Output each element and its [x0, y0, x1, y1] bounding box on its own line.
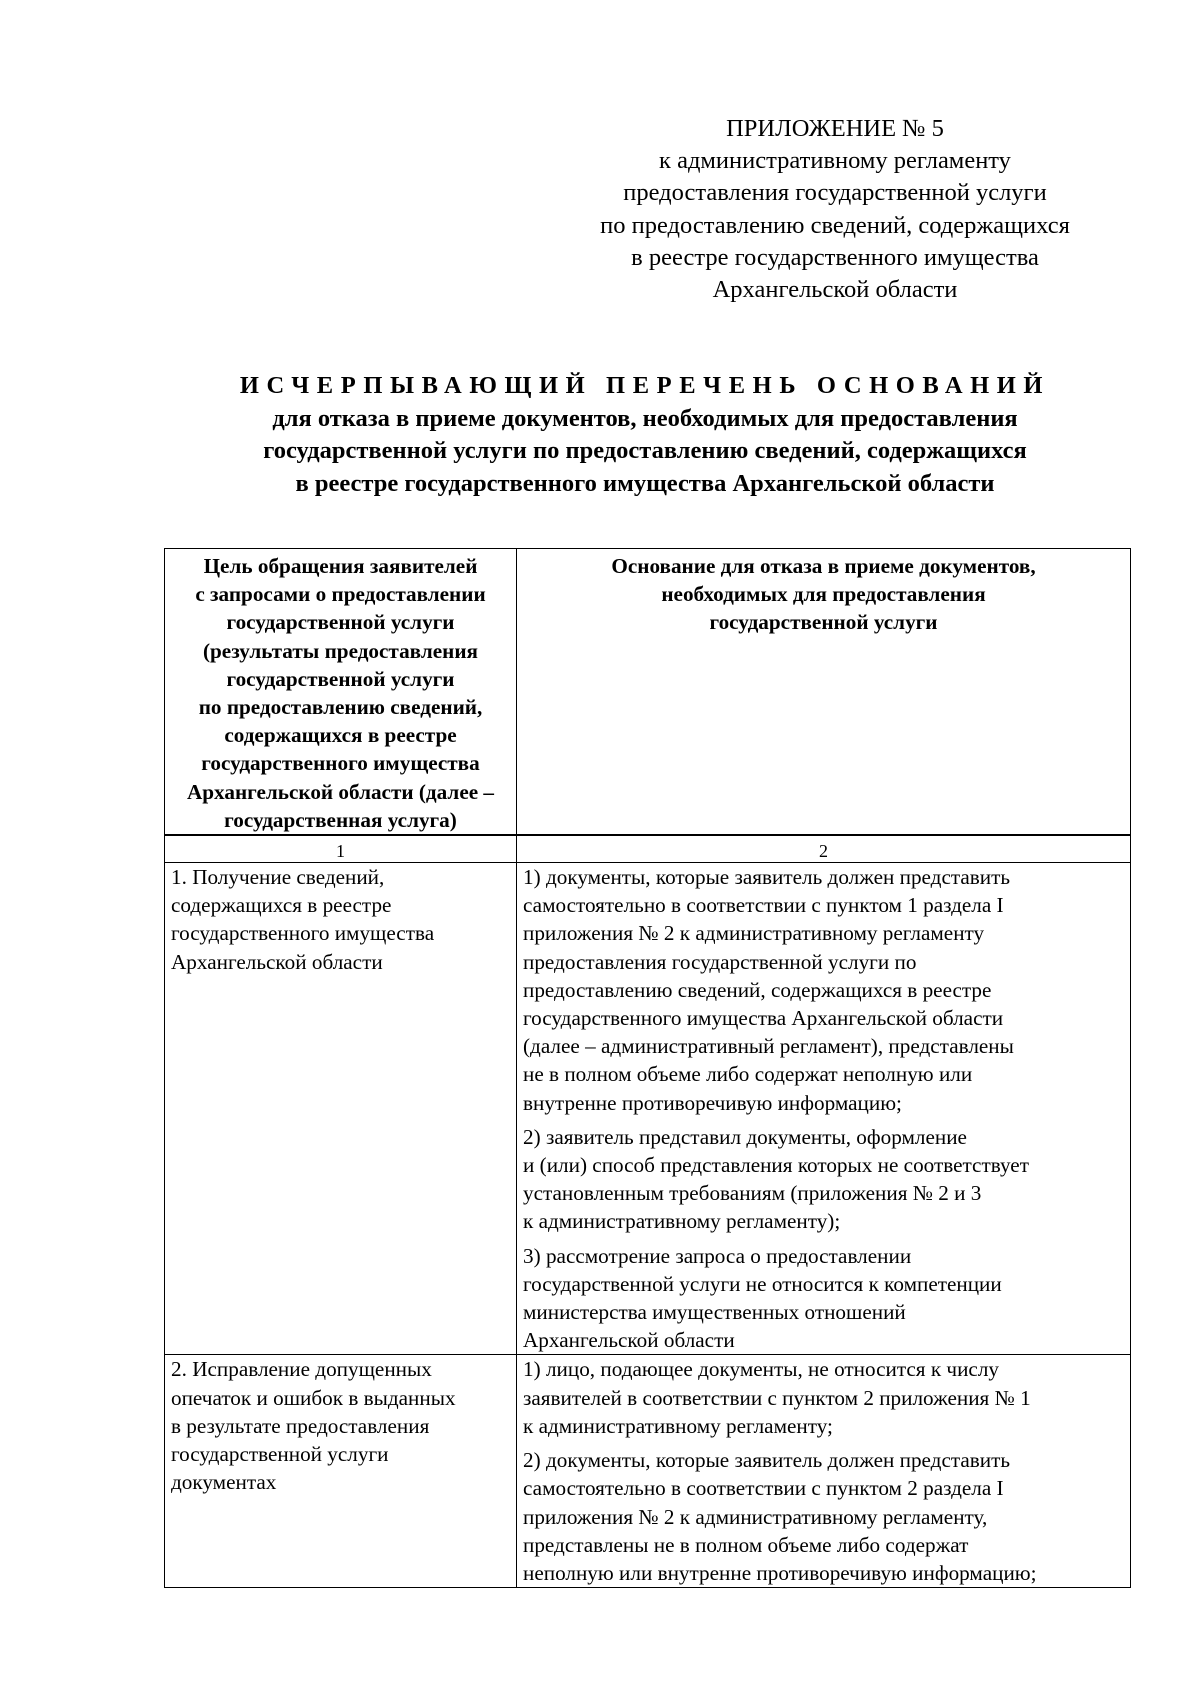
- cell-line: 1) лицо, подающее документы, не относится к числу: [523, 1357, 999, 1382]
- cell-line: документах: [171, 1470, 277, 1495]
- cell-line: 2. Исправление допущенных: [171, 1357, 432, 1382]
- cell-line: государственного имущества Архангельской области: [523, 1006, 1004, 1031]
- header-grounds-cell: [517, 549, 1131, 835]
- title-line: в реестре государственного имущества Архангельской области: [295, 469, 995, 497]
- cell-line: внутренне противоречивую информацию;: [523, 1090, 902, 1115]
- header-line: государственной услуги: [709, 610, 938, 635]
- header-line: по предоставлению сведений,: [198, 695, 483, 720]
- grounds-item: [523, 1446, 1124, 1587]
- appendix-line: ПРИЛОЖЕНИЕ № 5: [726, 115, 944, 142]
- purpose-cell: [165, 1355, 517, 1588]
- appendix-line: по предоставлению сведений, содержащихся: [600, 211, 1070, 239]
- grounds-cell: [517, 863, 1131, 1355]
- cell-line: приложения № 2 к административному регламенту: [523, 921, 985, 946]
- grounds-item: [523, 1355, 1124, 1440]
- cell-line: предоставлению сведений, содержащихся в реестре: [523, 977, 992, 1002]
- cell-line: государственного имущества: [171, 921, 435, 946]
- appendix-block: [555, 113, 1115, 306]
- cell-line: представлены не в полном объеме либо содержат: [523, 1532, 969, 1557]
- header-line: Основание для отказа в приеме документов,: [611, 554, 1036, 578]
- cell-line: неполную или внутренне противоречивую информацию;: [523, 1560, 1037, 1585]
- header-line: Цель обращения заявителей: [203, 554, 478, 578]
- cell-line: установленным требованиям (приложения № 2 и 3: [523, 1181, 982, 1206]
- header-line: государственной услуги: [226, 666, 455, 691]
- table-row: [165, 1355, 1131, 1588]
- appendix-line: Архангельской области: [712, 276, 958, 304]
- cell-line: и (или) способ представления которых не соответствует: [523, 1153, 1029, 1178]
- title-line: для отказа в приеме документов, необходимых для предоставления: [272, 404, 1018, 432]
- column-number-row: [165, 836, 1131, 863]
- cell-line: к административному регламенту);: [523, 1209, 841, 1234]
- header-line: государственной услуги: [226, 610, 455, 635]
- appendix-line: к административному регламенту: [659, 147, 1011, 175]
- header-line: необходимых для предоставления: [661, 582, 986, 607]
- cell-line: самостоятельно в соответствии с пунктом 1 раздела I: [523, 893, 1004, 918]
- cell-line: 2) документы, которые заявитель должен представить: [523, 1448, 1011, 1473]
- document-title: [110, 370, 1180, 500]
- grounds-item: [523, 1242, 1124, 1355]
- cell-line: опечаток и ошибок в выданных: [171, 1385, 456, 1410]
- cell-line: государственной услуги не относится к компетенции: [523, 1271, 1002, 1296]
- grounds-cell: [517, 1355, 1131, 1588]
- cell-line: государственной услуги: [171, 1442, 389, 1467]
- cell-line: приложения № 2 к административному регламенту,: [523, 1504, 988, 1529]
- cell-line: Архангельской области: [523, 1328, 735, 1353]
- appendix-line: в реестре государственного имущества: [631, 243, 1039, 271]
- cell-line: Архангельской области: [171, 949, 383, 974]
- cell-line: 1. Получение сведений,: [171, 865, 385, 890]
- appendix-line: предоставления государственной услуги: [623, 179, 1047, 207]
- cell-line: в результате предоставления: [171, 1413, 430, 1438]
- grounds-item: [523, 863, 1124, 1117]
- purpose-cell: [165, 863, 517, 1355]
- cell-line: заявителей в соответствии с пунктом 2 приложения № 1: [523, 1385, 1031, 1410]
- column-number: 2: [517, 836, 1131, 863]
- title-line: государственной услуги по предоставлению сведений, содержащихся: [263, 437, 1027, 464]
- header-line: государственная услуга): [224, 807, 457, 832]
- cell-line: (далее – административный регламент), представлены: [523, 1034, 1014, 1059]
- cell-line: содержащихся в реестре: [171, 893, 392, 918]
- grounds-item: [523, 1123, 1124, 1236]
- table-row: [165, 863, 1131, 1355]
- header-line: содержащихся в реестре: [224, 723, 457, 748]
- grounds-table: [164, 548, 1131, 1588]
- cell-line: предоставления государственной услуги по: [523, 949, 917, 974]
- cell-line: к административному регламенту;: [523, 1413, 833, 1438]
- header-line: (результаты предоставления: [202, 638, 479, 663]
- header-line: с запросами о предоставлении: [195, 582, 486, 607]
- cell-line: министерства имущественных отношений: [523, 1300, 906, 1325]
- title-heading: ИСЧЕРПЫВАЮЩИЙ ПЕРЕЧЕНЬ ОСНОВАНИЙ: [239, 372, 1051, 399]
- header-line: государственного имущества: [201, 751, 480, 776]
- column-number: 1: [165, 836, 517, 863]
- header-line: Архангельской области (далее –: [186, 779, 495, 804]
- cell-line: 3) рассмотрение запроса о предоставлении: [523, 1243, 912, 1268]
- cell-line: самостоятельно в соответствии с пунктом 2 раздела I: [523, 1476, 1004, 1501]
- header-purpose-cell: [165, 549, 517, 835]
- cell-line: 1) документы, которые заявитель должен представить: [523, 865, 1011, 890]
- cell-line: 2) заявитель представил документы, оформление: [523, 1124, 967, 1149]
- cell-line: не в полном объеме либо содержат неполную или: [523, 1062, 973, 1087]
- table-header-row: [165, 549, 1131, 835]
